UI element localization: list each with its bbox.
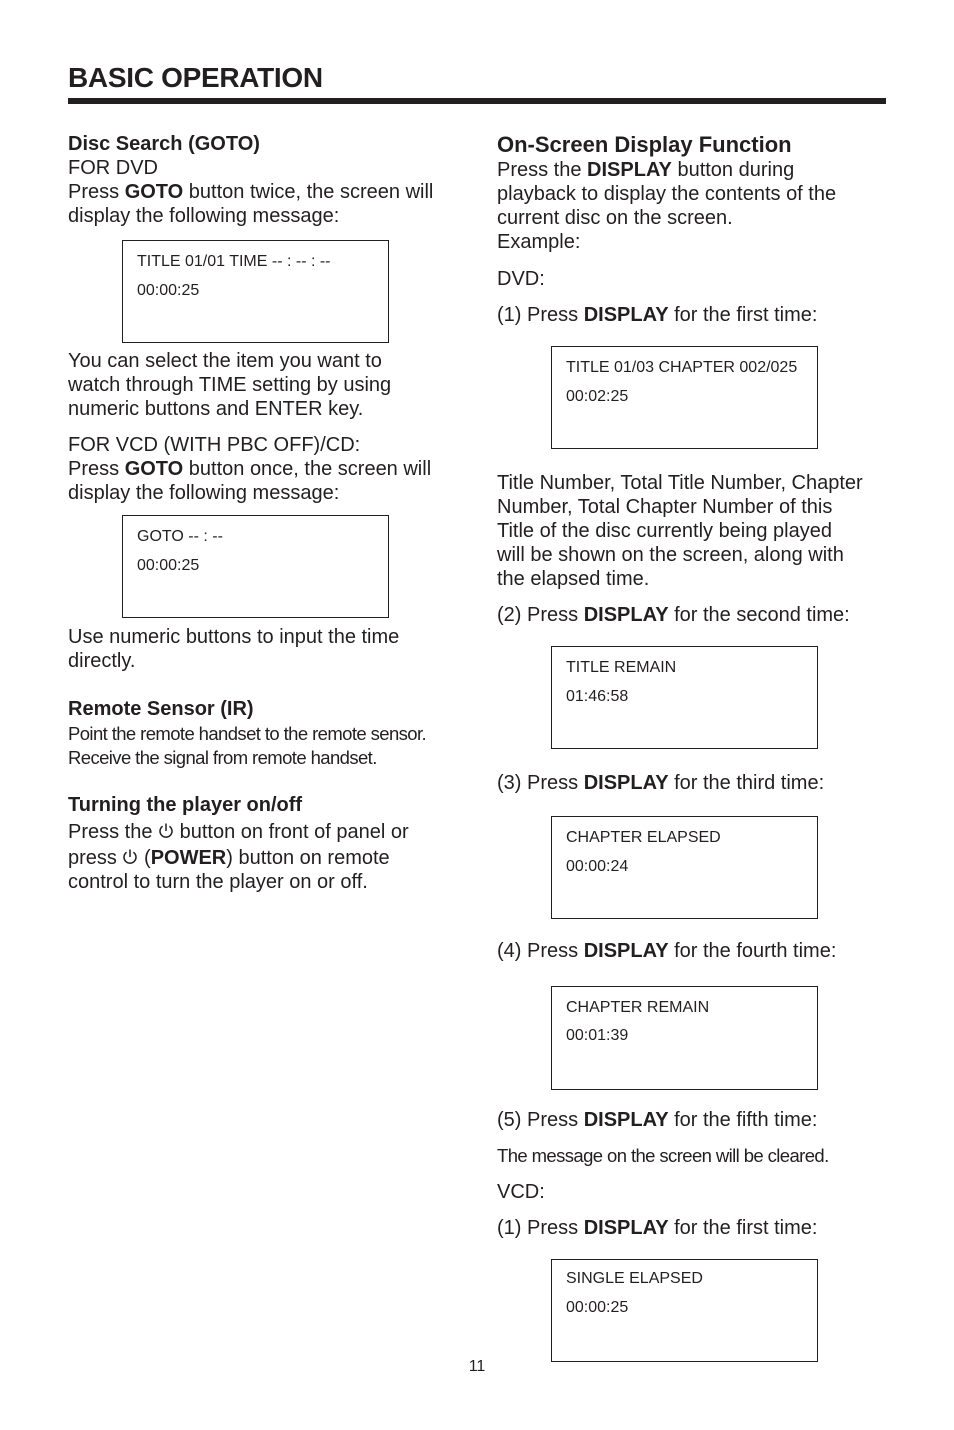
time-setting-line1: You can select the item you want to (68, 350, 382, 372)
page-number: 11 (468, 1358, 486, 1375)
header-rule (68, 98, 886, 104)
osd-line2: 00:00:25 (566, 1299, 629, 1316)
remote-line1: Point the remote handset to the remote sensor. (68, 723, 427, 744)
numeric-input-line1: Use numeric buttons to input the time (68, 626, 400, 648)
power-key-label: POWER (150, 847, 227, 869)
osd-message-box (551, 1259, 818, 1362)
osd-line1: TITLE REMAIN (566, 659, 677, 676)
osd-desc-line1: Title Number, Total Title Number, Chapter (497, 472, 863, 494)
for-vcd-label: FOR VCD (WITH PBC OFF)/CD: (68, 434, 361, 456)
section-heading-goto: Disc Search (GOTO) (68, 133, 260, 155)
time-setting-line3: numeric buttons and ENTER key. (68, 398, 364, 420)
osd-intro-line2: playback to display the contents of the (497, 183, 837, 205)
power-icon (122, 848, 138, 866)
display-key-label: DISPLAY (583, 772, 669, 794)
display-key-label: DISPLAY (583, 940, 669, 962)
osd-message-box (122, 240, 389, 343)
osd-message-box (551, 816, 818, 919)
section-heading-remote: Remote Sensor (IR) (68, 698, 254, 720)
osd-desc-line4: will be shown on the screen, along with (497, 544, 844, 566)
display-key-label: DISPLAY (583, 604, 669, 626)
dvd-step-2: (2) Press DISPLAY for the second time: (497, 604, 850, 626)
osd-intro-line1: Press the DISPLAY button during (497, 159, 795, 181)
for-dvd-label: FOR DVD (68, 157, 158, 179)
display-key-label: DISPLAY (583, 1109, 669, 1131)
osd-line1: TITLE 01/03 CHAPTER 002/025 (566, 359, 798, 376)
osd-message-box (551, 646, 818, 749)
section-heading-osd: On-Screen Display Function (497, 132, 792, 157)
power-line1: Press the button on front of panel or (68, 821, 409, 843)
vcd-label: VCD: (497, 1181, 545, 1203)
dvd-label: DVD: (497, 268, 545, 290)
vcd-instruction-line2: display the following message: (68, 482, 340, 504)
osd-line1: TITLE 01/01 TIME -- : -- : -- (137, 253, 331, 270)
display-key-label: DISPLAY (583, 304, 669, 326)
goto-instruction-line1: Press GOTO button twice, the screen will (68, 181, 434, 203)
osd-line1: GOTO -- : -- (137, 528, 223, 545)
osd-line2: 00:00:25 (137, 282, 200, 299)
numeric-input-line2: directly. (68, 650, 136, 672)
cleared-note: The message on the screen will be cleared. (497, 1145, 829, 1166)
osd-message-box (551, 986, 818, 1090)
vcd-step-1: (1) Press DISPLAY for the first time: (497, 1217, 818, 1239)
osd-line2: 00:00:25 (137, 557, 200, 574)
osd-desc-line3: Title of the disc currently being played (497, 520, 832, 542)
power-line3: control to turn the player on or off. (68, 871, 368, 893)
osd-intro-line4: Example: (497, 231, 581, 253)
osd-line1: CHAPTER REMAIN (566, 999, 710, 1016)
dvd-step-1: (1) Press DISPLAY for the first time: (497, 304, 818, 326)
osd-intro-line3: current disc on the screen. (497, 207, 733, 229)
dvd-step-3: (3) Press DISPLAY for the third time: (497, 772, 825, 794)
osd-message-box (122, 515, 389, 618)
vcd-instruction-line1: Press GOTO button once, the screen will (68, 458, 432, 480)
goto-instruction-line2: display the following message: (68, 205, 340, 227)
display-key-label: DISPLAY (583, 1217, 669, 1239)
section-heading-power: Turning the player on/off (68, 794, 303, 816)
osd-desc-line2: Number, Total Chapter Number of this (497, 496, 833, 518)
power-line2: press (POWER) button on remote (68, 847, 390, 869)
remote-line2: Receive the signal from remote handset. (68, 747, 377, 768)
dvd-step-4: (4) Press DISPLAY for the fourth time: (497, 940, 837, 962)
osd-line2: 00:01:39 (566, 1027, 629, 1044)
dvd-step-5: (5) Press DISPLAY for the fifth time: (497, 1109, 818, 1131)
osd-line1: SINGLE ELAPSED (566, 1270, 703, 1287)
osd-desc-line5: the elapsed time. (497, 568, 650, 590)
time-setting-line2: watch through TIME setting by using (68, 374, 392, 396)
page-title: BASIC OPERATION (68, 62, 323, 93)
osd-line1: CHAPTER ELAPSED (566, 829, 721, 846)
goto-key-label: GOTO (124, 181, 184, 203)
osd-line2: 00:02:25 (566, 388, 629, 405)
display-key-label: DISPLAY (587, 159, 672, 181)
goto-key-label: GOTO (124, 458, 184, 480)
osd-line2: 00:00:24 (566, 858, 629, 875)
power-icon (158, 822, 174, 840)
osd-message-box (551, 346, 818, 449)
osd-line2: 01:46:58 (566, 688, 629, 705)
